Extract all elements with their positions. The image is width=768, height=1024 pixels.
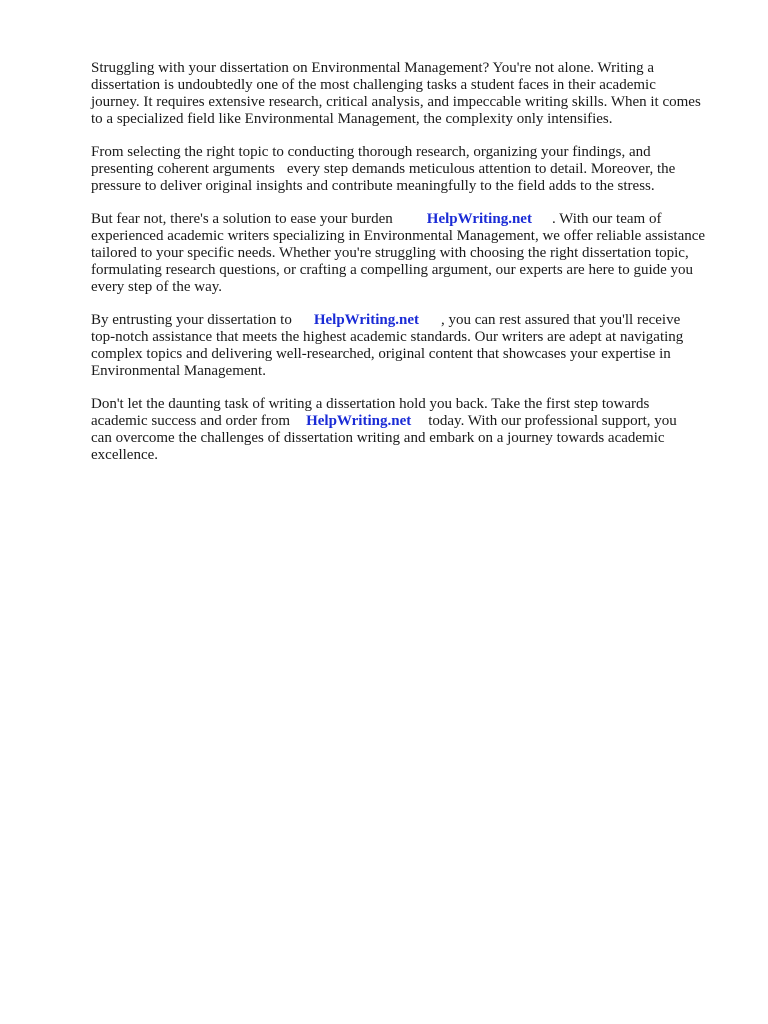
text-line: journey. It requires extensive research, critical analysis, and impeccable writing skills. When it comes bbox=[91, 94, 701, 110]
text-line: From selecting the right topic to conducting thorough research, organizing your findings, and bbox=[91, 144, 651, 160]
document-page bbox=[91, 60, 731, 480]
text-line: excellence. bbox=[91, 447, 159, 463]
paragraph-intro bbox=[91, 60, 731, 128]
helpwriting-link[interactable]: HelpWriting.net bbox=[306, 413, 412, 429]
text-line bbox=[91, 413, 731, 430]
helpwriting-link[interactable]: HelpWriting.net bbox=[313, 312, 419, 328]
paragraph-entrusting bbox=[91, 312, 731, 380]
text-line: top-notch assistance that meets the highest academic standards. Our writers are adept at navigating bbox=[91, 329, 684, 345]
text-line: can overcome the challenges of dissertation writing and embark on a journey towards academic bbox=[91, 430, 665, 446]
text-fragment: . With our team of bbox=[551, 211, 662, 227]
paragraph-challenges bbox=[91, 144, 731, 195]
text-line bbox=[91, 161, 731, 178]
text-line: pressure to deliver original insights and contribute meaningfully to the field adds to the stress. bbox=[91, 178, 655, 194]
text-line: every step of the way. bbox=[91, 279, 223, 295]
text-line: complex topics and delivering well-researched, original content that showcases your expertise in bbox=[91, 346, 671, 362]
text-fragment: presenting coherent arguments bbox=[91, 161, 275, 177]
text-line: formulating research questions, or crafting a compelling argument, our experts are here to guide you bbox=[91, 262, 694, 278]
helpwriting-link[interactable]: HelpWriting.net bbox=[426, 211, 532, 227]
text-line: to a specialized field like Environmental Management, the complexity only intensifies. bbox=[91, 111, 613, 127]
text-line bbox=[91, 211, 731, 228]
paragraph-call-to-action bbox=[91, 396, 731, 464]
text-fragment: By entrusting your dissertation to bbox=[91, 312, 292, 328]
text-fragment: every step demands meticulous attention to detail. Moreover, the bbox=[286, 161, 676, 177]
text-fragment: , you can rest assured that you'll receive bbox=[440, 312, 681, 328]
text-line: Environmental Management. bbox=[91, 363, 266, 379]
text-line: experienced academic writers specializing in Environmental Management, we offer reliable assistance bbox=[91, 228, 706, 244]
text-line: dissertation is undoubtedly one of the most challenging tasks a student faces in their academic bbox=[91, 77, 656, 93]
text-line: Don't let the daunting task of writing a dissertation hold you back. Take the first step towards bbox=[91, 396, 650, 412]
paragraph-solution bbox=[91, 211, 731, 296]
text-line bbox=[91, 312, 731, 329]
text-fragment: academic success and order from bbox=[91, 413, 291, 429]
text-line: tailored to your specific needs. Whether you're struggling with choosing the right dissertation topic, bbox=[91, 245, 689, 261]
text-fragment: today. With our professional support, you bbox=[428, 413, 677, 429]
text-fragment: But fear not, there's a solution to ease your burden bbox=[91, 211, 393, 227]
text-line: Struggling with your dissertation on Environmental Management? You're not alone. Writing a bbox=[91, 60, 654, 76]
